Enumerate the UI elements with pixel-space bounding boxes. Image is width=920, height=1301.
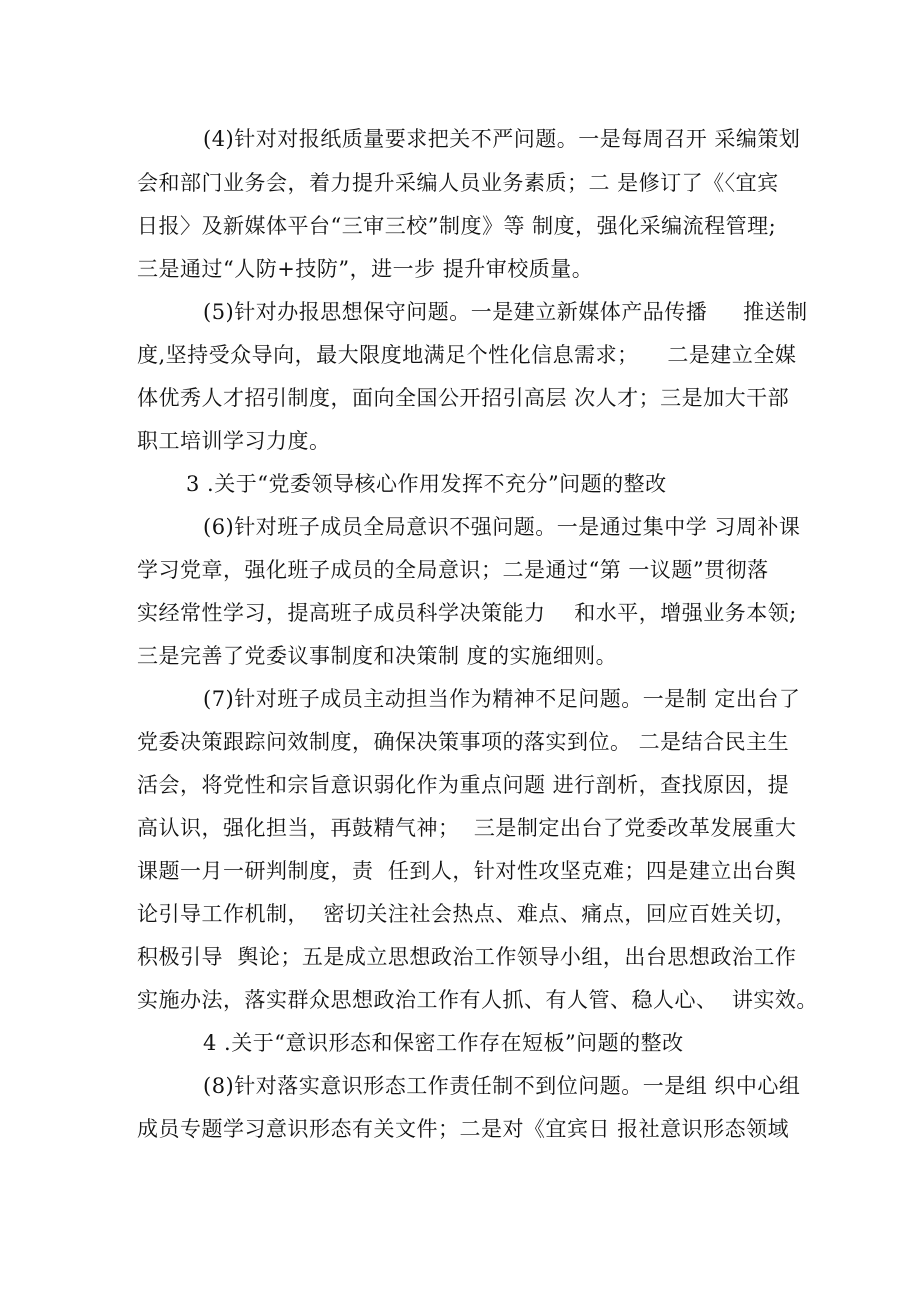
- text-line-21: 实施办法，落实群众思想政治工作有人抓、有人管、稳人心、 讲实效。: [137, 988, 818, 1012]
- text-line-13: 三是完善了党委议事制度和决策制 度的实施细则。: [137, 644, 618, 668]
- text-line-1: (4)针对对报纸质量要求把关不严问题。一是每周召开 采编策划: [203, 127, 801, 151]
- text-line-5: (5)针对办报思想保守问题。一是建立新媒体产品传播 推送制: [203, 300, 808, 324]
- section-heading-3: 3 .关于“党委领导核心作用发挥不充分”问题的整改: [186, 472, 667, 496]
- text-line-4: 三是通过“人防+技防”，进一步 提升审校质量。: [137, 257, 594, 281]
- text-line-23: (8)针对落实意识形态工作责任制不到位问题。一是组 织中心组: [203, 1074, 801, 1098]
- text-line-7: 体优秀人才招引制度，面向全国公开招引高层 次人才；三是加大干部: [137, 386, 790, 410]
- section-heading-4: 4 .关于“意识形态和保密工作存在短板”问题的整改: [203, 1031, 684, 1055]
- text-line-15: 党委决策跟踪问效制度，确保决策事项的落实到位。 二是结合民主生: [137, 730, 790, 754]
- text-line-11: 学习党章，强化班子成员的全局意识；二是通过“第 一议题”贯彻落: [137, 558, 769, 582]
- text-line-10: (6)针对班子成员全局意识不强问题。一是通过集中学 习周补课: [203, 515, 801, 539]
- text-line-20: 积极引导 舆论；五是成立思想政治工作领导小组，出台思想政治工作: [137, 945, 797, 969]
- text-line-19: 论引导工作机制， 密切关注社会热点、难点、痛点，回应百姓关切，: [137, 902, 797, 926]
- text-line-17: 高认识，强化担当，再鼓精气神； 三是制定出台了党委改革发展重大: [137, 816, 797, 840]
- text-line-12: 实经常性学习，提高班子成员科学决策能力 和水平，增强业务本领;: [137, 601, 797, 625]
- text-line-2: 会和部门业务会，着力提升采编人员业务素质；二 是修订了《〈宜宾: [137, 171, 779, 195]
- text-line-16: 活会，将党性和宗旨意识弱化作为重点问题 进行剖析，查找原因，提: [137, 773, 790, 797]
- text-line-18: 课题一月一研判制度，责 任到人，针对性攻坚克难；四是建立出台舆: [137, 859, 797, 883]
- text-line-24: 成员专题学习意识形态有关文件；二是对《宜宾日 报社意识形态领域: [137, 1117, 790, 1141]
- text-line-8: 职工培训学习力度。: [137, 429, 331, 453]
- text-line-3: 日报〉及新媒体平台“三审三校”制度》等 制度，强化采编流程管理;: [137, 214, 777, 238]
- text-line-6: 度,坚持受众导向，最大限度地满足个性化信息需求； 二是建立全媒: [137, 343, 797, 367]
- text-line-14: (7)针对班子成员主动担当作为精神不足问题。一是制 定出台了: [203, 687, 801, 711]
